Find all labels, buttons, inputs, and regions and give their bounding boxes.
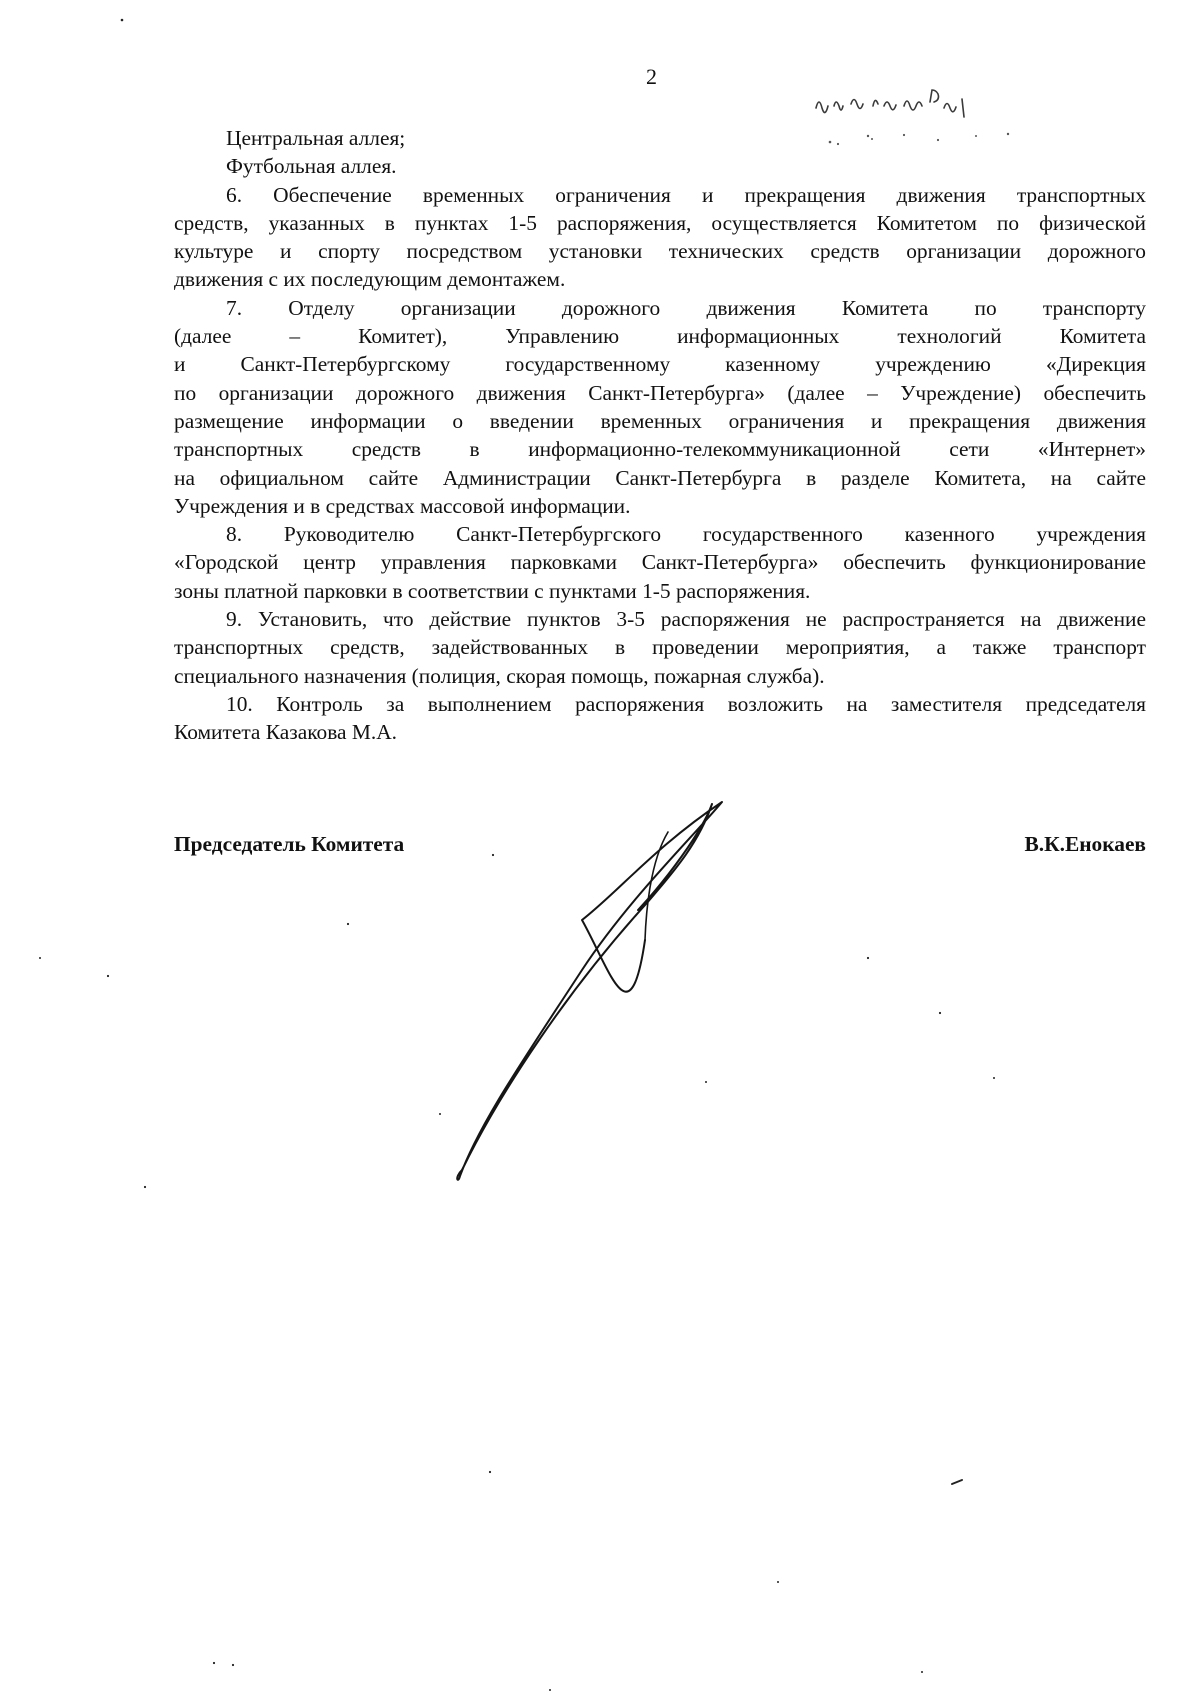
- text-line: зоны платной парковки в соответствии с пунктами 1-5 распоряжения.: [174, 578, 811, 603]
- text-line: специального назначения (полиция, скорая помощь, пожарная служба).: [174, 663, 825, 688]
- text-line: 10. Контроль за выполнением распоряжения возложить на заместителя председателя: [226, 691, 1146, 716]
- signer-name: В.К.Енокаев: [1024, 832, 1146, 856]
- text-line: средств, указанных в пунктах 1-5 распоряжения, осуществляется Комитетом по физической: [174, 210, 1146, 235]
- text-line: 8. Руководителю Санкт-Петербургского государственного казенного учреждения: [226, 522, 1146, 547]
- text-line: и Санкт-Петербургскому государственному казенному учреждению «Дирекция: [174, 352, 1146, 377]
- text-line: по организации дорожного движения Санкт-Петербурга» (далее – Учреждение) обеспечить: [174, 380, 1146, 405]
- handwritten-signature: [440, 792, 740, 1192]
- document-body: [174, 124, 1146, 747]
- text-line: на официальном сайте Администрации Санкт-Петербурга в разделе Комитета, на сайте: [174, 465, 1146, 490]
- text-line: транспортных средств, задействованных в проведении мероприятия, а также транспорт: [174, 635, 1146, 660]
- text-line: Центральная аллея;: [226, 126, 406, 150]
- text-line: 7. Отделу организации дорожного движения Комитета по транспорту: [226, 295, 1146, 320]
- text-line: движения с их последующим демонтажем.: [174, 267, 566, 292]
- text-line: 6. Обеспечение временных ограничения и прекращения движения транспортных: [226, 182, 1146, 207]
- text-line: культуре и спорту посредством установки технических средств организации дорожного: [174, 239, 1146, 264]
- text-line: Комитета Казакова М.А.: [174, 720, 398, 745]
- text-line: (далее – Комитет), Управлению информационных технологий Комитета: [174, 324, 1146, 349]
- text-line: «Городской центр управления парковками Санкт-Петербурга» обеспечить функционирование: [174, 550, 1146, 575]
- text-line: Футбольная аллея.: [226, 154, 397, 179]
- signer-position: Председатель Комитета: [174, 832, 405, 856]
- text-line: транспортных средств в информационно-телекоммуникационной сети «Интернет»: [174, 437, 1146, 462]
- text-line: 9. Установить, что действие пунктов 3-5 распоряжения не распространяется на движение: [226, 607, 1146, 632]
- page-number: 2: [646, 64, 657, 89]
- text-line: Учреждения и в средствах массовой информации.: [174, 493, 631, 518]
- text-line: размещение информации о введении временных ограничения и прекращения движения: [174, 408, 1146, 433]
